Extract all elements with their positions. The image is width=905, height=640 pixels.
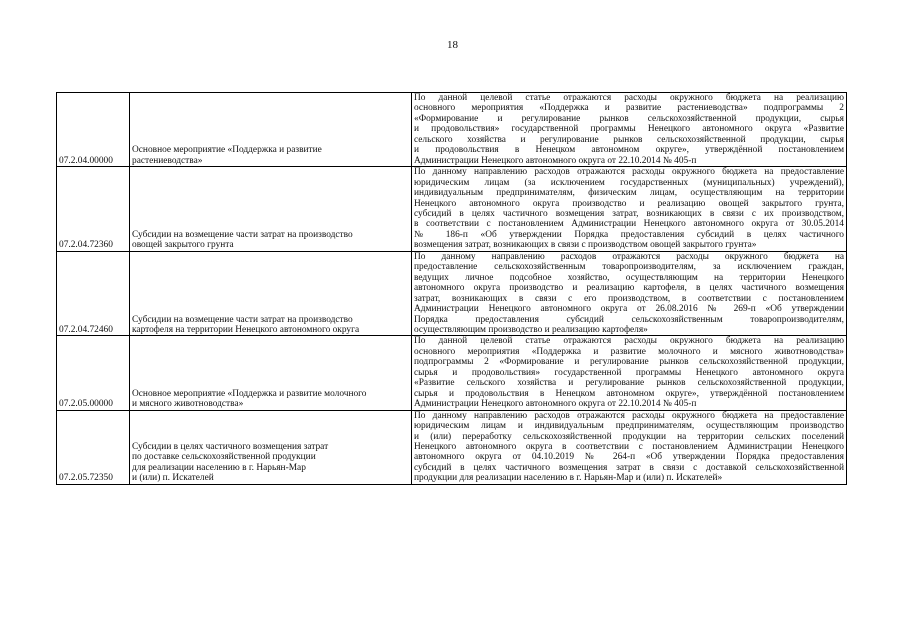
item-description-line: основного мероприятия «Поддержка и развитие молочного и мясного животноводства» bbox=[414, 346, 844, 357]
item-description-cell bbox=[412, 336, 847, 410]
item-description-line: юридическим лицам (за исключением государственных (муниципальных) учреждений), bbox=[414, 177, 844, 188]
item-description-line: По данной целевой статье отражаются расходы окружного бюджета на реализацию bbox=[414, 93, 844, 103]
item-description-line: осуществляющим производство и реализацию картофеля» bbox=[414, 324, 648, 335]
table-row bbox=[57, 251, 847, 336]
item-name-cell bbox=[130, 336, 412, 410]
item-description-line: ведущих личное подсобное хозяйство, осуществляющим на территории Ненецкого bbox=[414, 272, 844, 283]
item-description-line: в соответствии с постановлением Администрации Ненецкого автономного округа от 30.05.2014 bbox=[414, 219, 844, 230]
item-description-line: По данному направлению расходов отражаются расходы окружного бюджета на bbox=[414, 251, 844, 262]
budget-code-cell: 07.2.04.00000 bbox=[57, 93, 130, 167]
item-name-cell bbox=[130, 410, 412, 484]
item-name-line: Основное мероприятие «Поддержка и развитие bbox=[132, 145, 322, 156]
item-description-line: юридическим лицам и индивидуальным предпринимателям, осуществляющим производство bbox=[414, 421, 844, 432]
item-description-line: «Развитие сельского хозяйства и регулирование рынков сельскохозяйственной продукции, bbox=[414, 378, 844, 389]
item-name-line: и (или) п. Искателей bbox=[132, 473, 214, 484]
table-row bbox=[57, 410, 847, 484]
item-name-line: Субсидии в целях частичного возмещения затрат bbox=[132, 441, 329, 452]
item-description-line: субсидий в целях частичного возмещения затрат, возникающих в связи с их производством, bbox=[414, 208, 844, 219]
item-description-line: По данному направлению расходов отражаются расходы окружного бюджета на предоставление bbox=[414, 167, 844, 178]
budget-code-cell: 07.2.05.00000 bbox=[57, 336, 130, 410]
item-description-line: автономного округа от 04.10.2019 № 264-п «Об утверждении Порядка предоставления bbox=[414, 452, 844, 463]
item-description-line: сырья и продовольствия в Ненецком автономном округе», утверждённой постановлением bbox=[414, 388, 844, 399]
item-description-line: предоставление сельскохозяйственным товаропроизводителям, за исключением граждан, bbox=[414, 262, 844, 273]
table-row bbox=[57, 93, 847, 167]
item-name-line: овощей закрытого грунта bbox=[132, 240, 234, 251]
item-name-line: Субсидии на возмещение части затрат на производство bbox=[132, 229, 353, 240]
item-name-line: Субсидии на возмещение части затрат на производство bbox=[132, 314, 353, 325]
item-description-line: Администрации Ненецкого автономного округа от 22.10.2014 № 405-п bbox=[414, 399, 697, 410]
item-name-line: картофеля на территории Ненецкого автономного округа bbox=[132, 324, 360, 335]
item-description-line: сельского хозяйства и регулирование рынков сельскохозяйственной продукции, сырья bbox=[414, 134, 844, 145]
item-description-line: Порядка предоставления субсидий сельскохозяйственным товаропроизводителям, bbox=[414, 314, 844, 325]
item-description-cell bbox=[412, 167, 847, 252]
item-description-line: затрат, возникающих в связи с его производством, в соответствии с постановлением bbox=[414, 293, 844, 304]
item-description-line: возмещения затрат, возникающих в связи с производством овощей закрытого грунта» bbox=[414, 240, 757, 251]
item-description-line: Администрации Ненецкого автономного округа от 26.08.2016 № 269-п «Об утверждении bbox=[414, 304, 844, 315]
item-description-cell bbox=[412, 410, 847, 484]
item-name-cell bbox=[130, 251, 412, 336]
item-description-line: Ненецкого автономного округа производство и реализацию овощей закрытого грунта, bbox=[414, 198, 844, 209]
item-name-line: для реализации населению в г. Нарьян-Мар bbox=[132, 462, 306, 473]
budget-code-cell: 07.2.04.72360 bbox=[57, 167, 130, 252]
item-name-line: растениеводства» bbox=[132, 155, 203, 166]
item-description-line: и продовольствия» государственной программы Ненецкого автономного округа «Развитие bbox=[414, 124, 844, 135]
item-name-line: по доставке сельскохозяйственной продукции bbox=[132, 452, 316, 463]
item-description-line: Ненецкого автономного округа в соответствии с постановлением Администрации Ненецкого bbox=[414, 441, 844, 452]
page-number: 18 bbox=[447, 39, 458, 51]
item-name-cell bbox=[130, 167, 412, 252]
item-description-line: продукции для реализации населению в г. Нарьян-Мар и (или) п. Искателей» bbox=[414, 473, 723, 484]
item-description-line: и (или) переработку сельскохозяйственной продукции на территории сельских поселений bbox=[414, 431, 844, 442]
budget-code-cell: 07.2.05.72350 bbox=[57, 410, 130, 484]
item-description-line: сырья и продовольствия» государственной программы Ненецкого автономного округа bbox=[414, 367, 844, 378]
item-description-line: подпрограммы 2 «Формирование и регулирование рынков сельскохозяйственной продукции, bbox=[414, 357, 844, 368]
item-description-line: субсидий в целях частичного возмещения затрат в связи с доставкой сельскохозяйственной bbox=[414, 462, 844, 473]
item-description-cell bbox=[412, 251, 847, 336]
item-description-line: Администрации Ненецкого автономного округа от 22.10.2014 № 405-п bbox=[414, 155, 697, 166]
item-description-line: автономного округа производство и реализацию картофеля, в целях частичного возмещения bbox=[414, 283, 844, 294]
item-description-line: По данной целевой статье отражаются расходы окружного бюджета на реализацию bbox=[414, 336, 844, 347]
budget-classification-table bbox=[56, 92, 847, 485]
table-body bbox=[57, 93, 847, 485]
item-description-line: № 186-п «Об утверждении Порядка предоставления субсидий в целях частичного bbox=[414, 229, 844, 240]
item-description-line: По данному направлению расходов отражаются расходы окружного бюджета на предоставление bbox=[414, 410, 844, 421]
table-row bbox=[57, 336, 847, 410]
item-description-cell bbox=[412, 93, 847, 167]
table-row bbox=[57, 167, 847, 252]
item-name-line: и мясного животноводства» bbox=[132, 399, 244, 410]
budget-code-cell: 07.2.04.72460 bbox=[57, 251, 130, 336]
item-description-line: основного мероприятия «Поддержка и развитие растениеводства» подпрограммы 2 bbox=[414, 103, 844, 114]
item-name-cell bbox=[130, 93, 412, 167]
item-description-line: индивидуальным предпринимателям, физическим лицам, осуществляющим на территории bbox=[414, 188, 844, 199]
item-name-line: Основное мероприятие «Поддержка и развитие молочного bbox=[132, 388, 367, 399]
item-description-line: «Формирование и регулирование рынков сельскохозяйственной продукции, сырья bbox=[414, 113, 844, 124]
item-description-line: и продовольствия в Ненецком автономном округе», утверждённой постановлением bbox=[414, 145, 844, 156]
